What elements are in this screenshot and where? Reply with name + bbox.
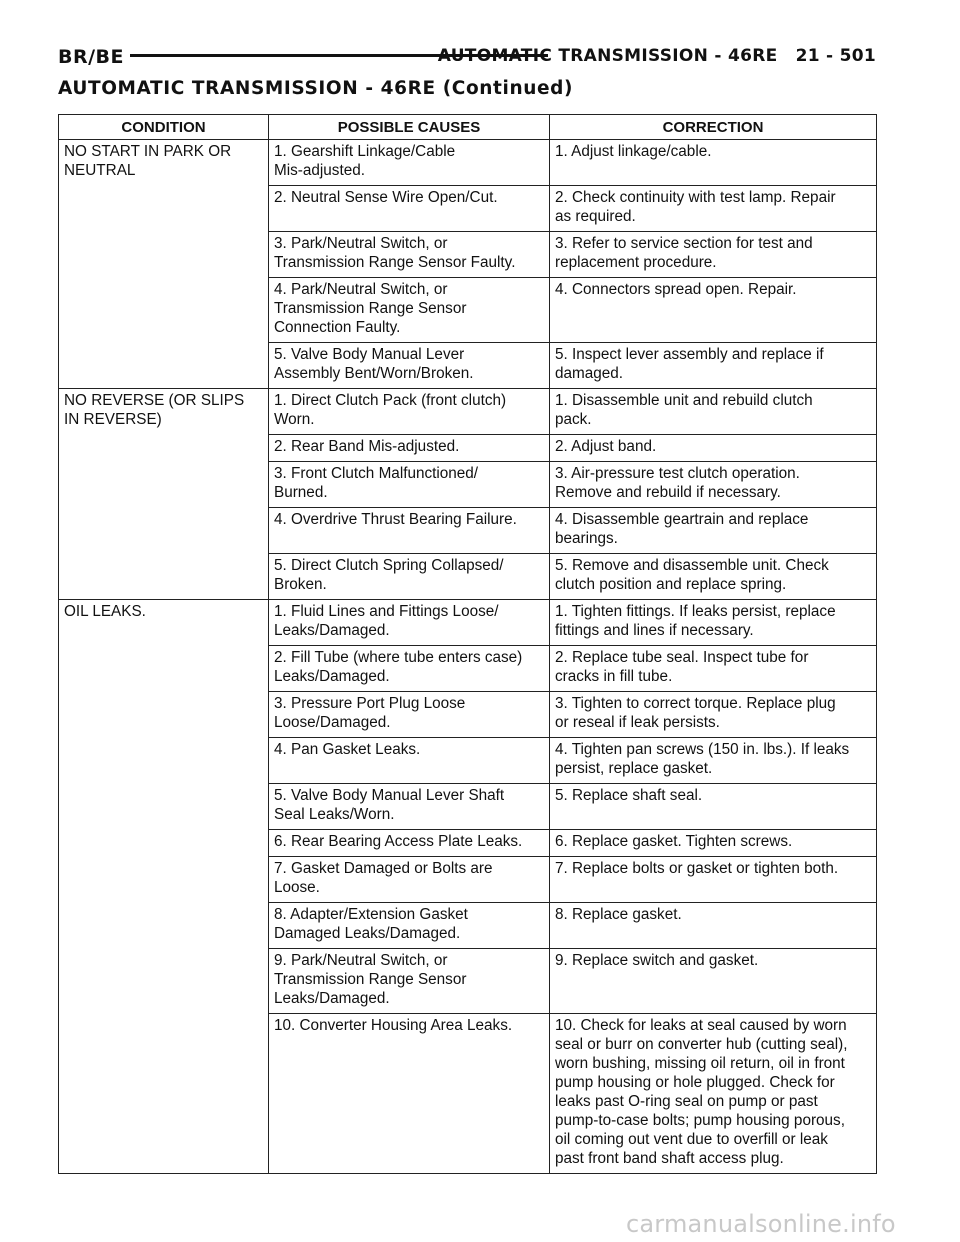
- table-body: [59, 140, 877, 1174]
- column-header-causes: POSSIBLE CAUSES: [269, 115, 550, 140]
- correction-cell: 9. Replace switch and gasket.: [550, 949, 877, 1014]
- correction-cell: 2. Check continuity with test lamp. Repair as required.: [550, 186, 877, 232]
- correction-cell: 8. Replace gasket.: [550, 903, 877, 949]
- possible-cause-cell: 8. Adapter/Extension Gasket Damaged Leaks/Damaged.: [269, 903, 550, 949]
- possible-cause-cell: 5. Valve Body Manual Lever Shaft Seal Leaks/Worn.: [269, 784, 550, 830]
- correction-cell: 3. Air-pressure test clutch operation. Remove and rebuild if necessary.: [550, 462, 877, 508]
- diagnosis-table: [58, 114, 877, 1174]
- manual-model-code: BR/BE: [58, 46, 125, 68]
- possible-cause-cell: 2. Neutral Sense Wire Open/Cut.: [269, 186, 550, 232]
- correction-cell: 4. Tighten pan screws (150 in. lbs.). If leaks persist, replace gasket.: [550, 738, 877, 784]
- chapter-title: AUTOMATIC TRANSMISSION - 46RE: [437, 46, 778, 66]
- possible-cause-cell: 6. Rear Bearing Access Plate Leaks.: [269, 830, 550, 857]
- correction-cell: 10. Check for leaks at seal caused by worn seal or burr on converter hub (cutting seal), worn bushing, missing oil return, oil in front pump housing or hole plugged. Check for leaks past O-ring seal on pump or past pump-to-case bolts; pump housing porous, oil coming out vent due to overfill or leak past front band shaft access plug.: [550, 1014, 877, 1174]
- correction-cell: 2. Adjust band.: [550, 435, 877, 462]
- correction-cell: 3. Tighten to correct torque. Replace plug or reseal if leak persists.: [550, 692, 877, 738]
- correction-cell: 5. Remove and disassemble unit. Check clutch position and replace spring.: [550, 554, 877, 600]
- correction-cell: 1. Tighten fittings. If leaks persist, replace fittings and lines if necessary.: [550, 600, 877, 646]
- table-row: [59, 600, 877, 646]
- correction-cell: 5. Replace shaft seal.: [550, 784, 877, 830]
- possible-cause-cell: 9. Park/Neutral Switch, or Transmission Range Sensor Leaks/Damaged.: [269, 949, 550, 1014]
- possible-cause-cell: 4. Pan Gasket Leaks.: [269, 738, 550, 784]
- page-header: [58, 44, 876, 70]
- possible-cause-cell: 5. Direct Clutch Spring Collapsed/ Broken.: [269, 554, 550, 600]
- possible-cause-cell: 1. Direct Clutch Pack (front clutch) Worn.: [269, 389, 550, 435]
- condition-cell: OIL LEAKS.: [59, 600, 269, 1174]
- possible-cause-cell: 2. Fill Tube (where tube enters case) Leaks/Damaged.: [269, 646, 550, 692]
- correction-cell: 5. Inspect lever assembly and replace if damaged.: [550, 343, 877, 389]
- possible-cause-cell: 3. Park/Neutral Switch, or Transmission Range Sensor Faulty.: [269, 232, 550, 278]
- possible-cause-cell: 10. Converter Housing Area Leaks.: [269, 1014, 550, 1174]
- correction-cell: 6. Replace gasket. Tighten screws.: [550, 830, 877, 857]
- table-row: [59, 140, 877, 186]
- correction-cell: 1. Disassemble unit and rebuild clutch pack.: [550, 389, 877, 435]
- possible-cause-cell: 1. Fluid Lines and Fittings Loose/ Leaks/Damaged.: [269, 600, 550, 646]
- correction-cell: 2. Replace tube seal. Inspect tube for cracks in fill tube.: [550, 646, 877, 692]
- possible-cause-cell: 7. Gasket Damaged or Bolts are Loose.: [269, 857, 550, 903]
- possible-cause-cell: 5. Valve Body Manual Lever Assembly Bent/Worn/Broken.: [269, 343, 550, 389]
- section-title: AUTOMATIC TRANSMISSION - 46RE (Continued): [58, 78, 574, 99]
- table-header-row: [59, 115, 877, 140]
- column-header-correction: CORRECTION: [550, 115, 877, 140]
- possible-cause-cell: 3. Pressure Port Plug Loose Loose/Damaged.: [269, 692, 550, 738]
- correction-cell: 4. Disassemble geartrain and replace bearings.: [550, 508, 877, 554]
- correction-cell: 3. Refer to service section for test and replacement procedure.: [550, 232, 877, 278]
- watermark: carmanualsonline.info: [626, 1210, 896, 1238]
- page-number: 21 - 501: [795, 46, 876, 66]
- possible-cause-cell: 4. Park/Neutral Switch, or Transmission Range Sensor Connection Faulty.: [269, 278, 550, 343]
- possible-cause-cell: 2. Rear Band Mis-adjusted.: [269, 435, 550, 462]
- correction-cell: 1. Adjust linkage/cable.: [550, 140, 877, 186]
- possible-cause-cell: 1. Gearshift Linkage/Cable Mis-adjusted.: [269, 140, 550, 186]
- table-row: [59, 389, 877, 435]
- correction-cell: 7. Replace bolts or gasket or tighten both.: [550, 857, 877, 903]
- condition-cell: NO START IN PARK OR NEUTRAL: [59, 140, 269, 389]
- column-header-condition: CONDITION: [59, 115, 269, 140]
- possible-cause-cell: 4. Overdrive Thrust Bearing Failure.: [269, 508, 550, 554]
- possible-cause-cell: 3. Front Clutch Malfunctioned/ Burned.: [269, 462, 550, 508]
- condition-cell: NO REVERSE (OR SLIPS IN REVERSE): [59, 389, 269, 600]
- correction-cell: 4. Connectors spread open. Repair.: [550, 278, 877, 343]
- header-right: [438, 46, 876, 66]
